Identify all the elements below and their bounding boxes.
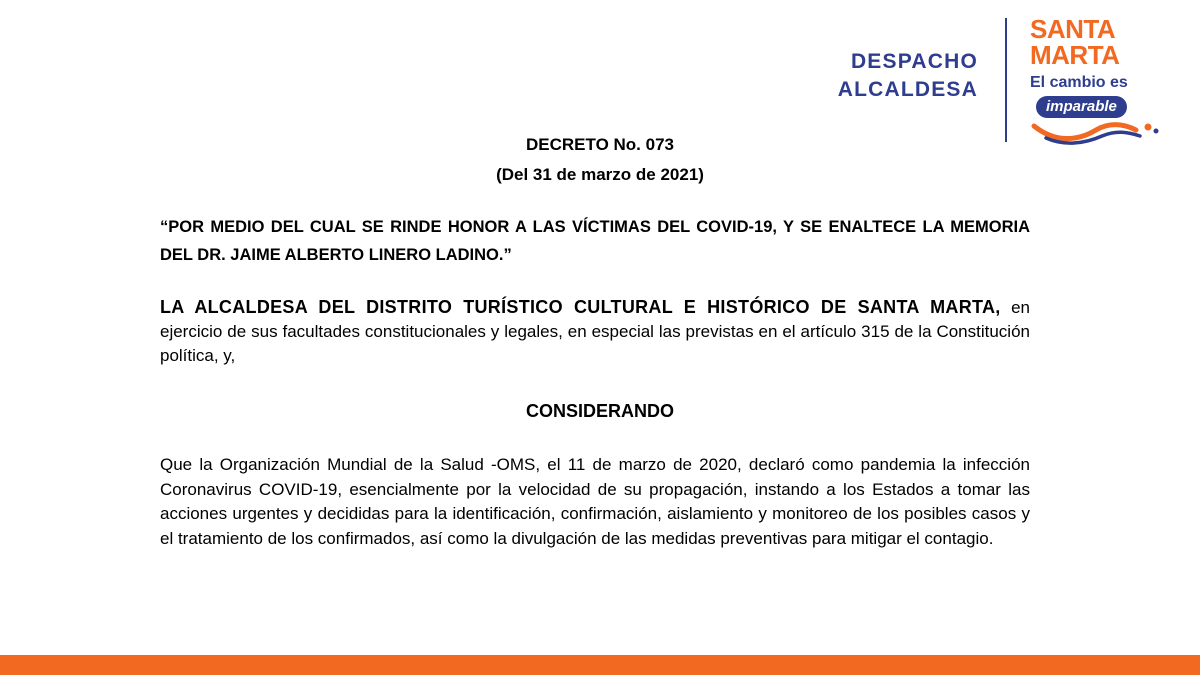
brand-name: SANTA MARTA xyxy=(1030,14,1120,70)
brand-slogan-line1: El cambio es xyxy=(1030,74,1128,91)
section-heading: CONSIDERANDO xyxy=(525,401,674,421)
decree-date: (Del 31 de marzo de 2021) xyxy=(496,165,704,184)
decree-purpose: “POR MEDIO DEL CUAL SE RINDE HONOR A LAS VÍCTIMAS DEL COVID-19, Y SE ENALTECE LA MEMORIA DEL DR. JAIME ALBERTO LINERO LADINO.” xyxy=(160,218,1030,264)
header-divider xyxy=(1005,18,1007,142)
office-label-line1: DESPACHO xyxy=(850,50,978,73)
santa-marta-logo xyxy=(1018,16,1178,146)
decree-preamble xyxy=(160,295,1030,368)
decree-powers: en ejercicio de sus facultades constitucionales y legales, en especial las previstas en el artículo 315 de la Constitución política, y, xyxy=(160,298,1030,365)
office-label xyxy=(800,48,978,104)
footer-band xyxy=(0,655,1200,675)
decree-title xyxy=(0,130,1200,190)
decree-number: DECRETO No. 073 xyxy=(525,135,674,154)
brand-slogan-line2: imparable xyxy=(1036,96,1127,118)
recital-paragraph: Que la Organización Mundial de la Salud -OMS, el 11 de marzo de 2020, declaró como pandemia la infección Coronavirus COVID-19, esencialmente por la velocidad de su propagación, instando a los Estados a tomar las acciones urgentes y decididas para la identificación, confirmación, aislamiento y monitoreo de los posibles casos y el tratamiento de los confirmados, así como la divulgación de las medidas preventivas para mitigar el contagio. xyxy=(160,455,1030,548)
decree-authority: LA ALCALDESA DEL DISTRITO TURÍSTICO CULTURAL E HISTÓRICO DE SANTA MARTA, xyxy=(160,297,1001,317)
office-label-line2: ALCALDESA xyxy=(837,78,978,101)
